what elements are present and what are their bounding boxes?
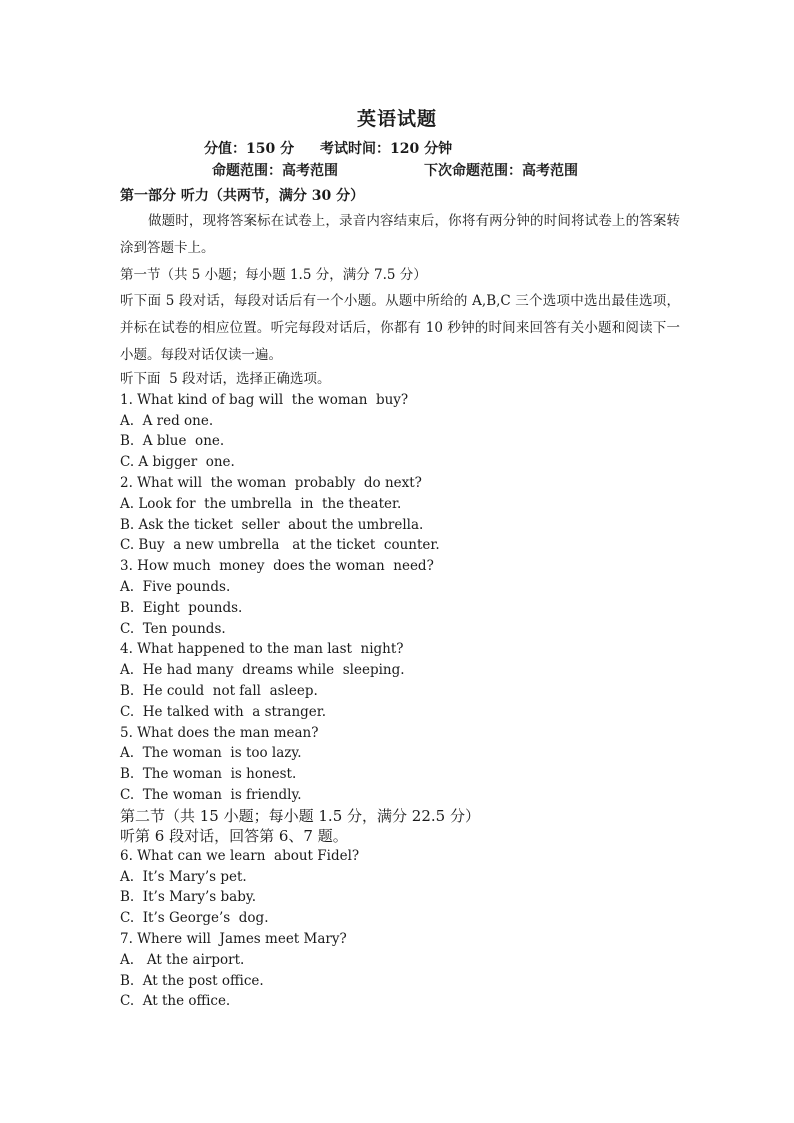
question-line: A. He had many dreams while sleeping. [120,662,405,679]
question-line: B. The woman is honest. [120,766,297,783]
question-line: C. He talked with a stranger. [120,703,327,720]
question-line: B. It’s Mary’s baby. [120,889,256,906]
question-line: 4. What happened to the man last night? [120,641,404,658]
question-line: B. At the post office. [120,972,264,989]
question-line: 5. What does the man mean? [120,724,319,741]
question-line: C. Ten pounds. [120,620,226,637]
scope-info: 命题范围：高考范围 [212,163,338,179]
next-scope-info: 下次命题范围：高考范围 [424,163,578,179]
question-list-b [120,846,680,1012]
question-line: C. At the office. [120,993,231,1010]
question-line: A. A red one. [120,412,214,429]
question-line: C. Buy a new umbrella at the ticket counter. [120,537,440,554]
exam-body [120,184,680,1012]
section1-lead: 听下面 5 段对话，选择正确选项。 [120,371,331,387]
question-line: C. It’s George’s dog. [120,910,269,927]
question-line: 3. How much money does the woman need? [120,558,434,575]
section1-title: 第一节（共 5 小题；每小题 1.5 分，满分 7.5 分） [120,267,427,283]
question-list-a [120,390,680,806]
question-line: B. Eight pounds. [120,599,243,616]
question-line: C. The woman is friendly. [120,786,302,803]
part1-intro: 做题时，现将答案标在试卷上，录音内容结束后，你将有两分钟的时间将试卷上的答案转涂到答题卡上。 [120,213,680,256]
question-line: 1. What kind of bag will the woman buy? [120,391,409,408]
part1-title: 第一部分 听力（共两节，满分 30 分） [120,188,365,204]
section2-title: 第二节（共 15 小题；每小题 1.5 分，满分 22.5 分） [120,806,480,825]
page-title: 英语试题 [356,108,437,130]
question-line: A. The woman is too lazy. [120,745,302,762]
section2-lead: 听第 6 段对话，回答第 6、7 题。 [120,826,348,845]
score-info: 分值：150 分 [204,141,295,157]
question-line: B. A blue one. [120,433,225,450]
question-line: A. At the airport. [120,951,245,968]
question-line: 7. Where will James meet Mary? [120,930,347,947]
question-line: A. Look for the umbrella in the theater. [120,495,402,512]
time-info: 考试时间：120 分钟 [320,141,453,157]
question-line: B. He could not fall asleep. [120,682,318,699]
section1-instructions: 听下面 5 段对话，每段对话后有一个小题。从题中所给的 A,B,C 三个选项中选出最佳选项，并标在试卷的相应位置。听完每段对话后，你都有 10 秒钟的时间来回答有关小题和阅读下一小题。每段对话仅读一遍。 [120,293,680,363]
question-line: A. It’s Mary’s pet. [120,868,247,885]
question-line: 6. What can we learn about Fidel? [120,847,360,864]
question-line: C. A bigger one. [120,454,235,471]
question-line: A. Five pounds. [120,578,231,595]
question-line: 2. What will the woman probably do next? [120,474,422,491]
question-line: B. Ask the ticket seller about the umbrella. [120,516,424,533]
